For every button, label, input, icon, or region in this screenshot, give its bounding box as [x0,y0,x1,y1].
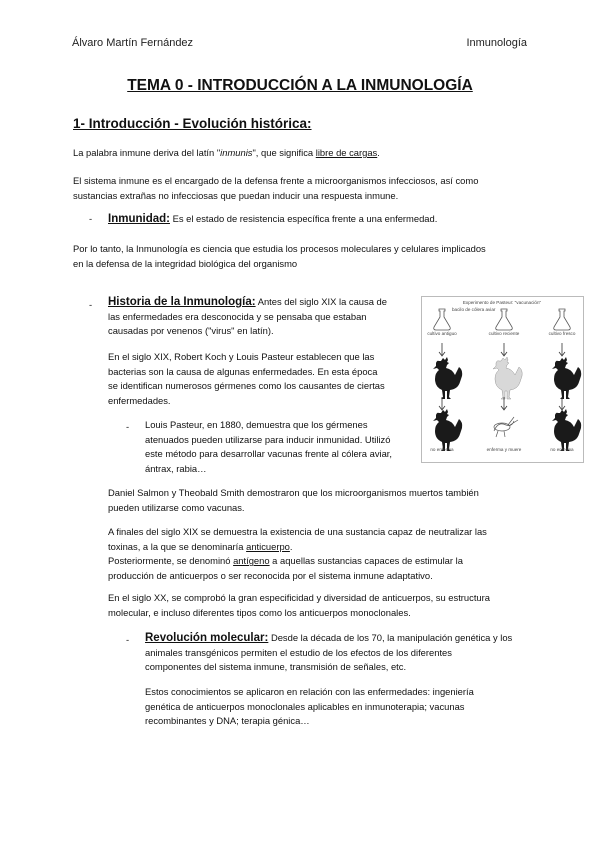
paragraph-sistema-inmune [73,174,478,203]
flask-icon [554,309,571,330]
line: en la defensa de la integridad biológica del organismo [73,257,298,269]
page-title [0,77,600,95]
flask-icon [434,309,451,330]
underlined-term: libre de cargas [315,147,378,158]
paragraph-siglo-xx [108,591,490,620]
line: En el siglo XIX, Robert Koch y Louis Pasteur establecen que las [108,351,375,362]
term-inmunidad: Inmunidad: [108,213,170,225]
paragraph-historia [108,295,387,339]
line: Antes del siglo XIX la causa de [255,296,387,307]
label-result3: no enferma [550,447,574,452]
line: atenuados pueden utilizarse para inducir inmunidad. Utilizó [145,433,391,445]
line: causadas por venenos ("virus" en latín). [108,325,274,336]
line: este método para desarrollar vacunas frente al cólera aviar, [145,448,393,459]
text: La palabra inmune deriva del latín " [73,147,221,158]
text: Posteriormente, se denominó [108,555,234,566]
paragraph-anticuerpo [108,525,487,583]
label-col2: cultivo reciente [488,331,520,336]
line: En el siglo XX, se comprobó la gran especificidad y diversidad de anticuerpos, su estructura [108,592,490,603]
definition-text: Es el estado de resistencia específica frente a una enfermedad. [169,213,438,224]
underlined-term: antígeno [233,555,270,566]
line: Estos conocimientos se aplicaron en relación con las enfermedades: ingeniería [145,686,474,697]
line: componentes del sistema inmune, transmisión de señales, etc. [145,661,407,672]
latin-word: inmunis [220,147,253,158]
figure-title: Experimento de Pasteur: "vacunación" [462,300,542,305]
line: Por lo tanto, la Inmunología es ciencia que estudia los procesos moleculares y celulares implicados [73,243,486,254]
term-historia: Historia de la Inmunología: [108,296,256,308]
flask-icon [496,309,513,330]
line: genética de anticuerpos monoclonales aplicables en inmunoterapia; vacunas [145,700,465,712]
bullet-dash: - [126,421,130,432]
term-revolucion: Revolución molecular: [145,632,269,644]
paragraph-koch-pasteur [108,350,385,408]
line: bacterias son la causa de algunas enfermedades. En esta época [108,365,378,377]
underlined-term: anticuerpo [246,540,290,552]
pasteur-experiment-diagram [422,297,583,462]
rooster-icon [552,409,581,451]
definition-inmunidad [108,211,437,227]
line: animales transgénicos permiten el estudio de los efectos de los diferentes [145,646,452,658]
section-heading: 1- Introducción - Evolución histórica: [73,116,312,131]
paragraph-revolucion [145,631,512,675]
paragraph-aplicaciones [145,685,474,729]
line: pueden utilizarse como vacunas. [108,501,245,513]
line: enfermedades. [108,394,171,406]
paragraph-salmon-smith [108,486,479,515]
label-result2: enferma y muere [486,447,522,452]
figure-top-label: bacilo de cólera aviar [452,307,496,312]
line: A finales del siglo XIX se demuestra la existencia de una sustancia capaz de neutralizar las [108,526,487,537]
pasteur-experiment-figure [421,296,584,463]
dead-bird-icon [494,417,518,437]
line: Desde la década de los 70, la manipulación genética y los [268,632,513,643]
label-col3: cultivo fresco [548,331,576,336]
rooster-icon [433,357,462,399]
bullet-dash: - [126,634,130,645]
text: . [289,540,293,552]
label-result1: no enferma [430,447,454,452]
paragraph-inmune-origin [73,146,380,161]
paragraph-pasteur-1880 [145,418,392,476]
line: molecular, e incluso diferentes tipos como los anticuerpos monoclonales. [108,606,411,618]
label-col1: cultivo antiguo [427,331,457,336]
line: las enfermedades era desconocida y se pensaba que estaban [108,310,367,322]
text: toxinas, a la que se denominaría [108,540,247,552]
text: ", que significa [252,147,316,158]
line: producción de anticuerpos o ser reconocida por el sistema inmune adaptativo. [108,569,433,581]
page-title-text: TEMA 0 - INTRODUCCIÓN A LA INMUNOLOGÍA [127,77,473,94]
line: Daniel Salmon y Theobald Smith demostraron que los microorganismos muertos también [108,487,479,498]
line: Louis Pasteur, en 1880, demuestra que los gérmenes [145,419,368,430]
rooster-icon [493,357,522,399]
rooster-icon [552,357,581,399]
paragraph-inmunologia [73,242,486,271]
header-author: Álvaro Martín Fernández [72,37,194,49]
bullet-dash: - [89,213,93,224]
line: recombinantes y DNA; terapia génica… [145,715,310,726]
line: sustancias extrañas no infecciosas que puedan inducir una respuesta inmune. [73,189,399,201]
text: a aquellas sustancias capaces de estimular la [269,555,463,566]
bullet-dash: - [89,299,93,310]
arrow-icon [439,343,565,356]
rooster-icon [433,409,462,451]
line: El sistema inmune es el encargado de la defensa frente a microorganismos infecciosos, así como [73,175,479,186]
text: . [377,147,380,158]
line: se identifican numerosos gérmenes como los causantes de ciertas [108,380,385,391]
line: ántrax, rabia… [145,462,207,474]
header-subject: Inmunología [466,37,527,49]
